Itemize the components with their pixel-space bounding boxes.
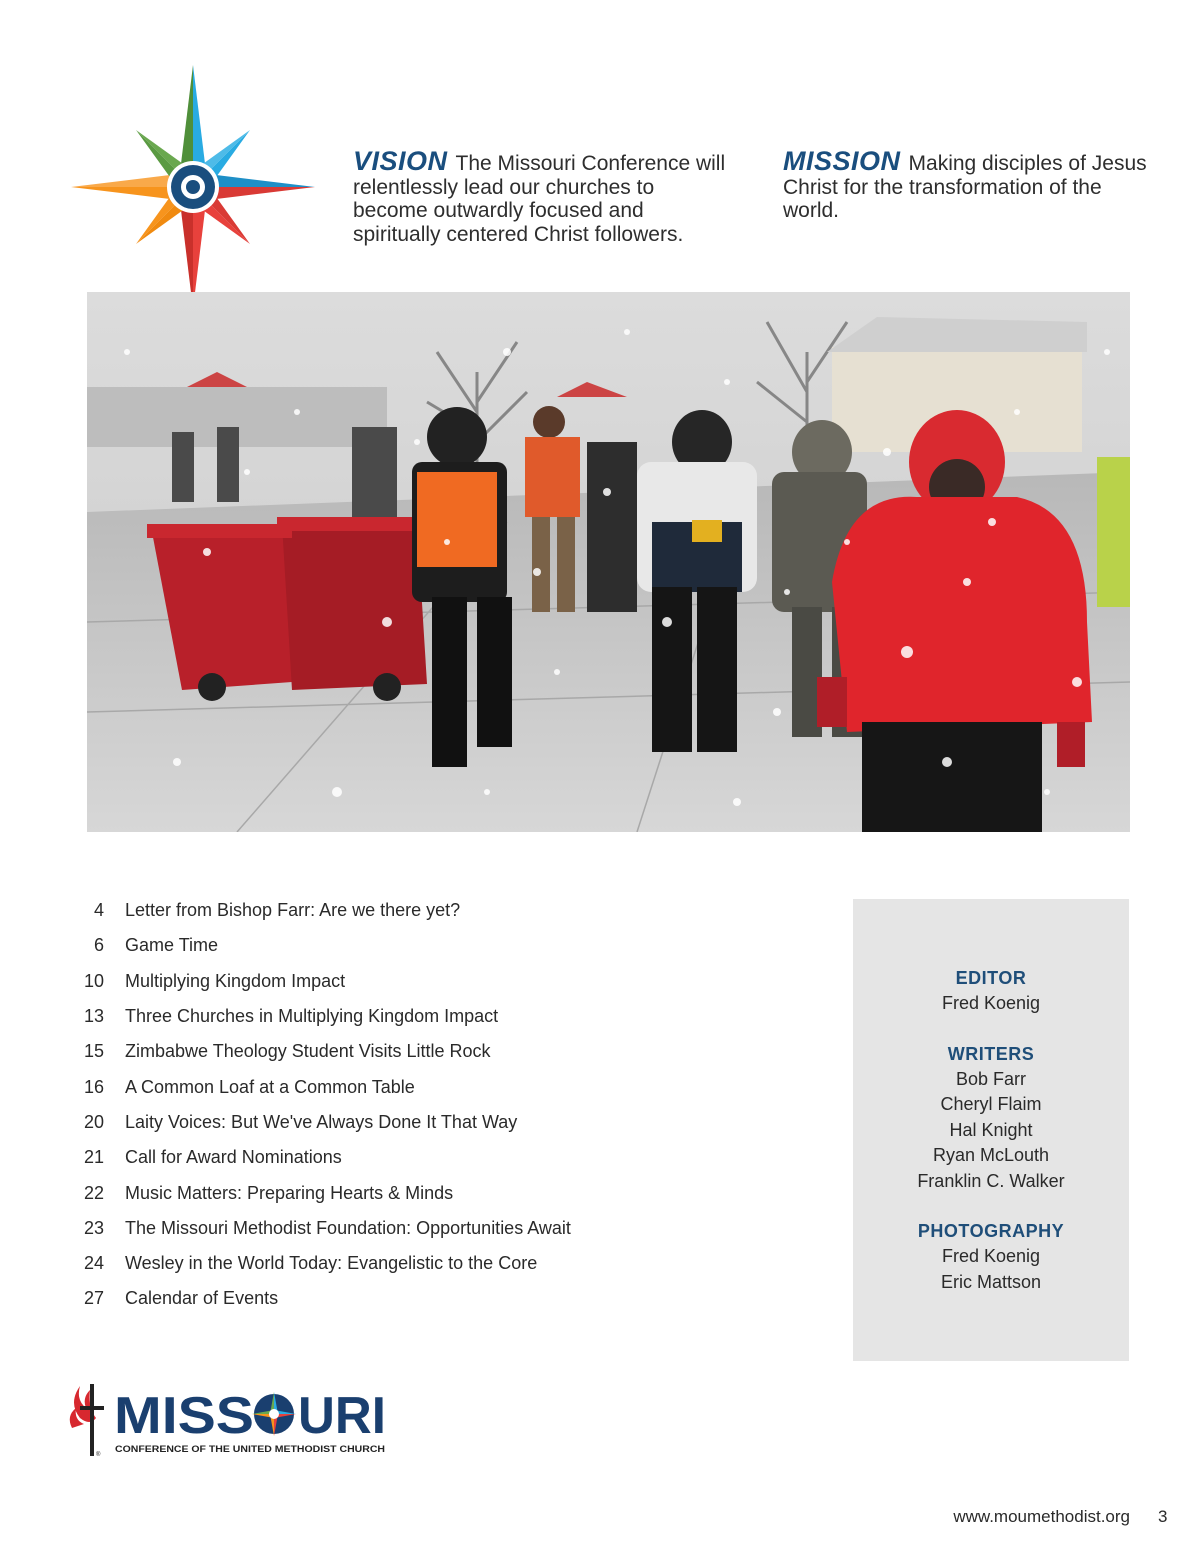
toc-page-number: 27 — [83, 1288, 104, 1309]
toc-title: Laity Voices: But We've Always Done It That Way — [125, 1111, 518, 1132]
logo-name-prefix: MISS — [114, 1387, 254, 1445]
toc-entry[interactable] — [72, 1211, 792, 1246]
toc-page-number: 4 — [93, 900, 104, 921]
writer-name: Ryan McLouth — [932, 1145, 1050, 1165]
table-of-contents — [72, 893, 792, 1317]
compass-star-logo — [68, 62, 318, 312]
toc-title: Call for Award Nominations — [125, 1147, 342, 1168]
missouri-conference-logo — [66, 1378, 396, 1462]
toc-title: Multiplying Kingdom Impact — [125, 970, 346, 991]
toc-entry[interactable] — [72, 1175, 792, 1210]
credits-panel — [853, 899, 1129, 1361]
toc-entry[interactable] — [72, 1140, 792, 1175]
editor-name: Fred Koenig — [941, 993, 1041, 1013]
toc-page-number: 13 — [83, 1006, 104, 1027]
mission-text: Making disciples of Jesus Christ for the transformation of the world. — [783, 152, 1147, 222]
writers-heading: WRITERS — [947, 1043, 1035, 1064]
toc-title: Letter from Bishop Farr: Are we there yet? — [125, 900, 461, 921]
toc-entry[interactable] — [72, 1105, 792, 1140]
toc-entry[interactable] — [72, 1281, 792, 1316]
photographer-name: Fred Koenig — [941, 1246, 1041, 1266]
vision-text: The Missouri Conference will relentlessly lead our churches to become outwardly focused and spiritually centered Christ followers. — [353, 152, 726, 246]
writer-name: Franklin C. Walker — [917, 1170, 1065, 1191]
mission-label: MISSION — [783, 146, 901, 176]
toc-page-number: 24 — [83, 1253, 104, 1274]
writer-name: Bob Farr — [955, 1068, 1027, 1089]
toc-title: A Common Loaf at a Common Table — [125, 1076, 415, 1097]
photographer-name: Eric Mattson — [940, 1271, 1042, 1292]
toc-entry[interactable] — [72, 1034, 792, 1069]
toc-entry[interactable] — [72, 1246, 792, 1281]
logo-subtitle: CONFERENCE OF THE UNITED METHODIST CHURCH — [115, 1444, 386, 1455]
toc-title: Three Churches in Multiplying Kingdom Impact — [125, 1006, 499, 1027]
toc-entry[interactable] — [72, 999, 792, 1034]
toc-entry[interactable] — [72, 1069, 792, 1104]
photography-list — [853, 1244, 1129, 1295]
cross-flame-icon — [70, 1384, 104, 1456]
toc-title: The Missouri Methodist Foundation: Opportunities Await — [125, 1217, 571, 1238]
toc-title: Calendar of Events — [125, 1288, 279, 1309]
toc-title: Music Matters: Preparing Hearts & Minds — [125, 1182, 454, 1203]
compass-o-icon — [252, 1392, 296, 1436]
toc-page-number: 23 — [83, 1217, 104, 1238]
writer-name: Cheryl Flaim — [940, 1094, 1042, 1114]
toc-title: Wesley in the World Today: Evangelistic to the Core — [125, 1253, 538, 1274]
editor-heading: EDITOR — [955, 968, 1027, 988]
toc-entry[interactable] — [72, 928, 792, 963]
toc-page-number: 10 — [83, 970, 104, 991]
toc-page-number: 21 — [83, 1147, 104, 1168]
toc-page-number: 6 — [93, 935, 104, 956]
vision-statement — [353, 146, 733, 246]
writer-name: Hal Knight — [949, 1119, 1033, 1140]
cover-photo — [87, 292, 1130, 832]
page-number: 3 — [1158, 1507, 1168, 1526]
registered-mark: ® — [96, 1452, 101, 1458]
mission-statement — [783, 146, 1153, 223]
toc-title: Zimbabwe Theology Student Visits Little Rock — [125, 1041, 491, 1062]
toc-page-number: 15 — [83, 1041, 104, 1062]
toc-entry[interactable] — [72, 964, 792, 999]
logo-name-suffix: URI — [298, 1387, 386, 1445]
toc-page-number: 16 — [83, 1076, 104, 1097]
toc-page-number: 22 — [83, 1182, 104, 1203]
toc-page-number: 20 — [83, 1111, 104, 1132]
photography-heading: PHOTOGRAPHY — [917, 1221, 1065, 1241]
website-url[interactable]: www.moumethodist.org — [953, 1507, 1130, 1526]
editor-list — [853, 991, 1129, 1017]
toc-entry[interactable] — [72, 893, 792, 928]
vision-label: VISION — [353, 146, 448, 176]
writers-list — [853, 1067, 1129, 1195]
toc-title: Game Time — [125, 935, 219, 956]
